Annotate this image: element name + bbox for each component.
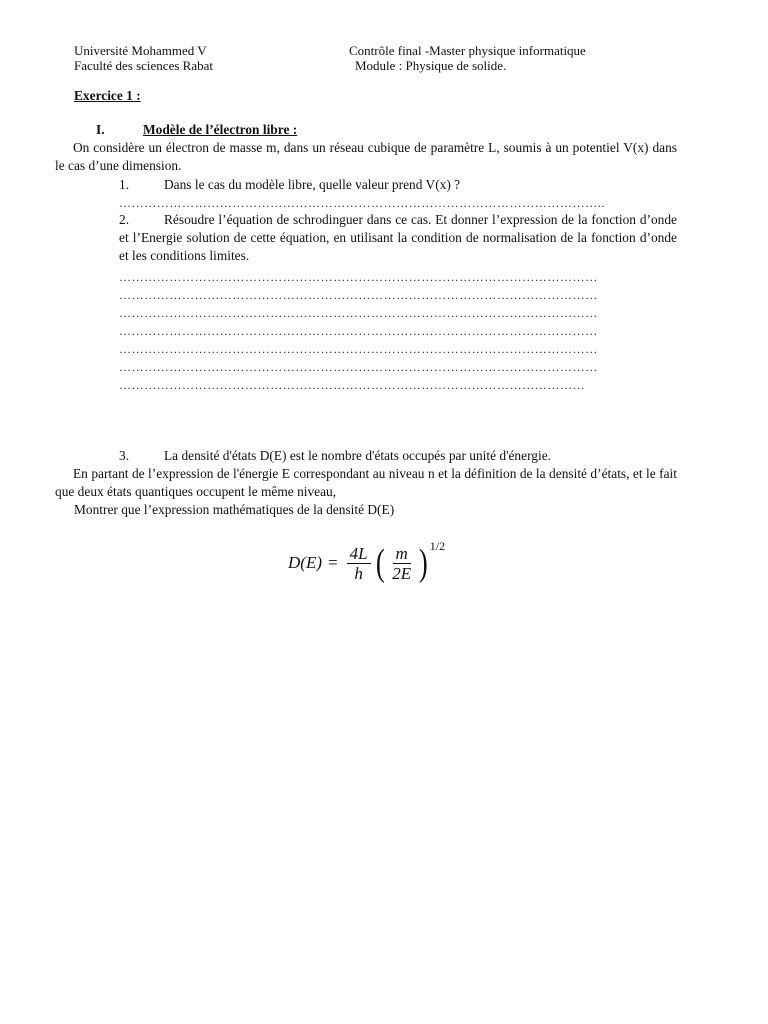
paragraph-show: Montrer que l’expression mathématiques de la densité D(E): [74, 502, 395, 517]
question-2: [119, 211, 677, 265]
answer-line-q2[interactable]: ……………………………………………………………………………………………………: [119, 324, 598, 338]
question-number: 1.: [119, 177, 130, 192]
left-paren: (: [375, 542, 385, 584]
answer-line-q2[interactable]: ……………………………………………………………………………………………………: [119, 270, 598, 284]
section-heading: [96, 121, 297, 139]
formula-equals: =: [327, 553, 338, 572]
answer-line-q2[interactable]: ……………………………………………………………………………………………………: [119, 360, 598, 374]
question-text: Dans le cas du modèle libre, quelle valeur prend V(x) ?: [164, 177, 461, 192]
section-title: Modèle de l’électron libre :: [143, 122, 298, 137]
answer-line-q2[interactable]: ……………………………………………………………………………………………………: [119, 288, 598, 302]
fraction-4l-over-h: [347, 544, 371, 583]
fraction-denominator: 2E: [392, 563, 412, 583]
fraction-denominator: h: [354, 563, 363, 583]
formula-exponent: 1/2: [429, 539, 446, 553]
paragraph-energy: En partant de l’expression de l'énergie E correspondant au niveau n et la définition de la densité d’états, et le fait que deux états quantiques occupent le même niveau,: [55, 466, 677, 499]
question-text: La densité d'états D(E) est le nombre d'états occupés par unité d'énergie.: [164, 448, 551, 463]
answer-line-q2[interactable]: ……………………………………………………………………………………………………: [119, 342, 598, 356]
right-paren: ): [418, 542, 428, 584]
fraction-numerator: 4L: [347, 544, 371, 564]
formula-lhs: D(E): [288, 553, 322, 572]
fraction-numerator: m: [393, 544, 411, 564]
density-formula: [288, 533, 445, 593]
section-number: I.: [96, 122, 105, 137]
answer-line-q1[interactable]: ……………………………………………………………………………………………………..: [119, 196, 605, 210]
exercise-title: Exercice 1 :: [74, 88, 141, 103]
module-name: Module : Physique de solide.: [355, 58, 507, 73]
question-text: Résoudre l’équation de schrodinguer dans ce cas. Et donner l’expression de la fonction d’onde et l’Energie solution de cette équation, en utilisant la condition de normalisation de la fonction d’onde et les conditions limites.: [119, 212, 677, 263]
fraction-m-over-2e: [389, 544, 414, 583]
header-left: [74, 43, 213, 73]
question-number: 3.: [119, 448, 130, 463]
answer-line-q2[interactable]: …………………………………………………………………………………………………: [119, 378, 586, 392]
university-name: Université Mohammed V: [74, 43, 207, 58]
intro-paragraph: On considère un électron de masse m, dans un réseau cubique de paramètre L, soumis à un potentiel V(x) dans le cas d’une dimension.: [55, 140, 677, 173]
question-3: [119, 447, 677, 465]
header-right: [349, 43, 586, 73]
answer-line-q2[interactable]: ……………………………………………………………………………………………………: [119, 306, 598, 320]
question-number: 2.: [119, 212, 130, 227]
question-1: [119, 176, 677, 194]
exam-title: Contrôle final -Master physique informatique: [349, 43, 586, 58]
faculty-name: Faculté des sciences Rabat: [74, 58, 213, 73]
